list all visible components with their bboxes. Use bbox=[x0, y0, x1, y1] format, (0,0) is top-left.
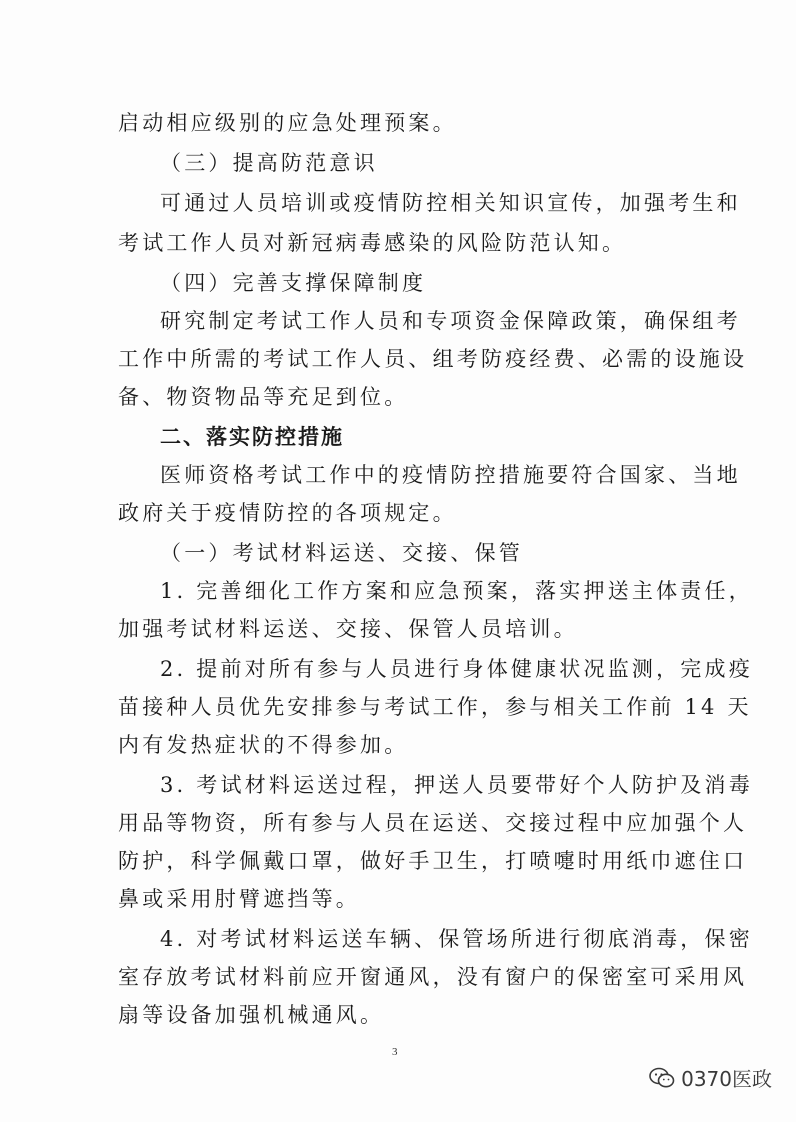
section-heading-3: （三）提高防范意识 bbox=[160, 151, 378, 175]
text-line-8: 备、物资物品等充足到位。 bbox=[118, 385, 409, 409]
text-line-1: 启动相应级别的应急处理预案。 bbox=[118, 111, 457, 135]
text-line-6: 研究制定考试工作人员和专项资金保障政策，确保组考 bbox=[160, 309, 741, 333]
text-line-7: 工作中所需的考试工作人员、组考防疫经费、必需的设施设 bbox=[118, 347, 748, 371]
text-line-21: 鼻或采用肘臂遮挡等。 bbox=[118, 887, 360, 911]
watermark bbox=[649, 1063, 772, 1092]
text-line-13: 1. 完善细化工作方案和应急预案，落实押送主体责任， bbox=[160, 579, 753, 603]
text-line-14: 加强考试材料运送、交接、保管人员培训。 bbox=[118, 617, 578, 641]
text-line-17: 内有发热症状的不得参加。 bbox=[118, 733, 409, 757]
text-line-15: 2. 提前对所有参与人员进行身体健康状况监测，完成疫 bbox=[160, 657, 753, 681]
text-line-24: 扇等设备加强机械通风。 bbox=[118, 1003, 385, 1027]
text-line-3: 可通过人员培训或疫情防控相关知识宣传，加强考生和 bbox=[160, 191, 741, 215]
text-line-22: 4. 对考试材料运送车辆、保管场所进行彻底消毒，保密 bbox=[160, 927, 753, 951]
text-line-4: 考试工作人员对新冠病毒感染的风险防范认知。 bbox=[118, 231, 627, 255]
text-line-20: 防护，科学佩戴口罩，做好手卫生，打喷嚏时用纸巾遮住口 bbox=[118, 849, 748, 873]
chapter-heading-2: 二、落实防控措施 bbox=[160, 425, 344, 449]
section-heading-4: （四）完善支撑保障制度 bbox=[160, 271, 427, 295]
text-line-18: 3. 考试材料运送过程，押送人员要带好个人防护及消毒 bbox=[160, 773, 753, 797]
text-line-19: 用品等物资，所有参与人员在运送、交接过程中应加强个人 bbox=[118, 811, 748, 835]
text-line-11: 政府关于疫情防控的各项规定。 bbox=[118, 501, 457, 525]
text-line-23: 室存放考试材料前应开窗通风，没有窗户的保密室可采用风 bbox=[118, 965, 748, 989]
text-line-10: 医师资格考试工作中的疫情防控措施要符合国家、当地 bbox=[160, 463, 741, 487]
watermark-text: 0370医政 bbox=[681, 1067, 772, 1091]
wechat-icon bbox=[649, 1067, 675, 1089]
page-number: 3 bbox=[392, 1046, 398, 1058]
section-heading-1: （一）考试材料运送、交接、保管 bbox=[160, 541, 523, 565]
text-line-16: 苗接种人员优先安排参与考试工作，参与相关工作前 14 天 bbox=[118, 695, 752, 719]
